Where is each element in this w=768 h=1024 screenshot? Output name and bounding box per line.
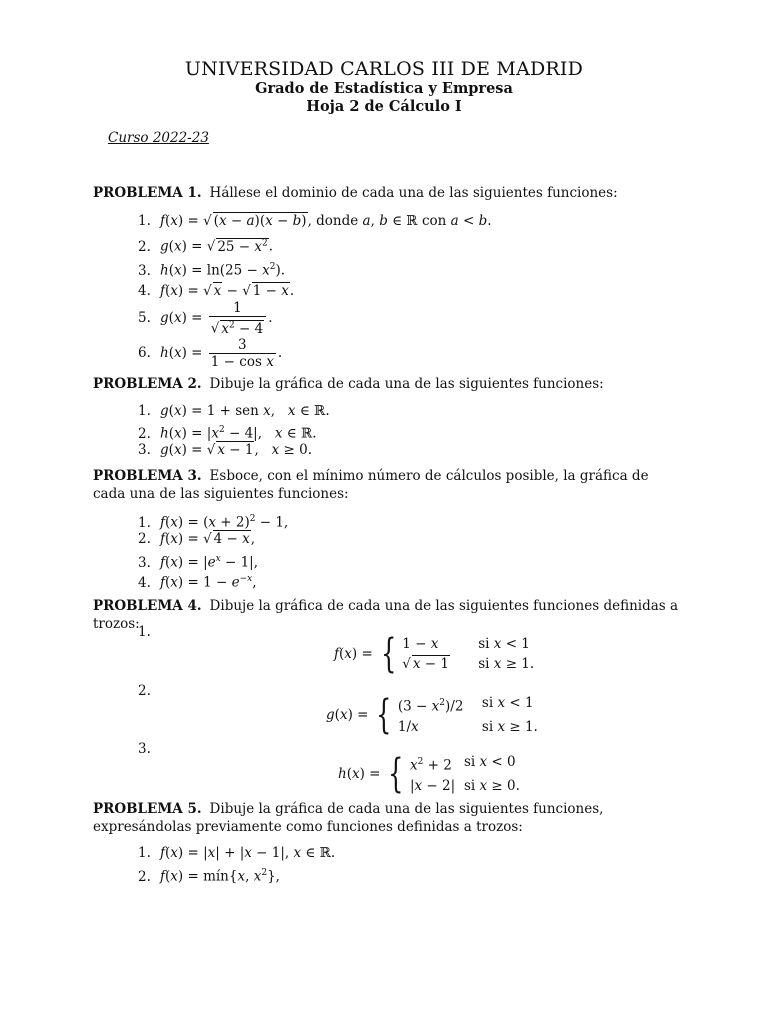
problem-2-item-2: 2. $h(x) = |x^2 - 4|$, x ∈ ℝ. [138,425,317,442]
problem-1-item-1: 1. f(x) = √ (x − a)(x − b), donde a, b ∈ ℝ con a < b. [138,213,492,229]
university-title: UNIVERSIDAD CARLOS III DE MADRID [184,58,584,80]
problem-4-function-f: f(x) = { 1 − x si x < 1 √ x − 1 si x ≥ 1. [334,631,535,677]
course-label: Curso 2022-23 [108,130,209,146]
problem-3-statement: PROBLEMA 3. Esboce, con el mínimo número de cálculos posible, la gráfica de cada una de las siguientes funciones: [93,468,649,502]
degree-title: Grado de Estadística y Empresa [255,80,513,97]
problem-2-item-1: 1. g(x) = 1 + sen x, x ∈ ℝ. [138,403,330,419]
problem-1-item-6: 6. h(x) = $\frac{3}{\text{1 − cos x}}$ . [138,337,283,370]
problem-5-statement: PROBLEMA 5. Dibuje la gráfica de cada una de las siguientes funciones, expresándolas previamente como funciones definidas a trozos: [93,801,604,835]
problem-5-item-1: 1. f(x) = |x| + |x − 1|, x ∈ ℝ. [138,845,336,861]
problem-4-item-1-number: 1. [138,624,151,640]
problem-4-statement: PROBLEMA 4. Dibuje la gráfica de cada una de las siguientes funciones definidas a trozos: [93,598,679,632]
problem-4-function-g: g(x) = { $(3 - x^2)/2$ si x < 1 1/x si x ≥ 1. [326,691,538,738]
problem-1-item-4: 4. f(x) = √ x − √ 1 − x. [138,283,295,299]
problem-4-item-2-number: 2. [138,683,151,699]
problem-3-item-4: 4. $f(x) = 1 - e^{-x}$, [138,574,257,591]
problem-4-function-h: h(x) = { $x^2 + 2$ si x < 0 |x − 2| si x ≥ 0. [338,750,520,797]
problem-1-statement: PROBLEMA 1. Hállese el dominio de cada una de las siguientes funciones: [93,185,618,201]
problem-3-item-1: 1. $f(x) = (x + 2)^2 - 1$, [138,514,289,531]
problem-4-item-3-number: 3. [138,741,151,757]
sheet-title: Hoja 2 de Cálculo I [306,98,462,115]
problem-1-item-2: 2. g(x) = √ $25 - x^2$. [138,238,274,255]
problem-1-item-5: 5. g(x) = $\frac{1}{√ x^2 - 4}$ . [138,300,273,337]
problem-2-statement: PROBLEMA 2. Dibuje la gráfica de cada una de las siguientes funciones: [93,376,604,392]
problem-5-item-2: 2. f(x) = mín{x, $x^2$}, [138,868,280,885]
problem-3-item-2: 2. f(x) = √ 4 − x, [138,531,256,547]
problem-1-item-3: 3. $h(x) = \ln(25 - x^2)$. [138,262,286,279]
problem-2-item-3: 3. g(x) = √ x − 1, x ≥ 0. [138,442,313,458]
problem-3-item-3: 3. $f(x) = |e^x - 1|$, [138,554,259,571]
